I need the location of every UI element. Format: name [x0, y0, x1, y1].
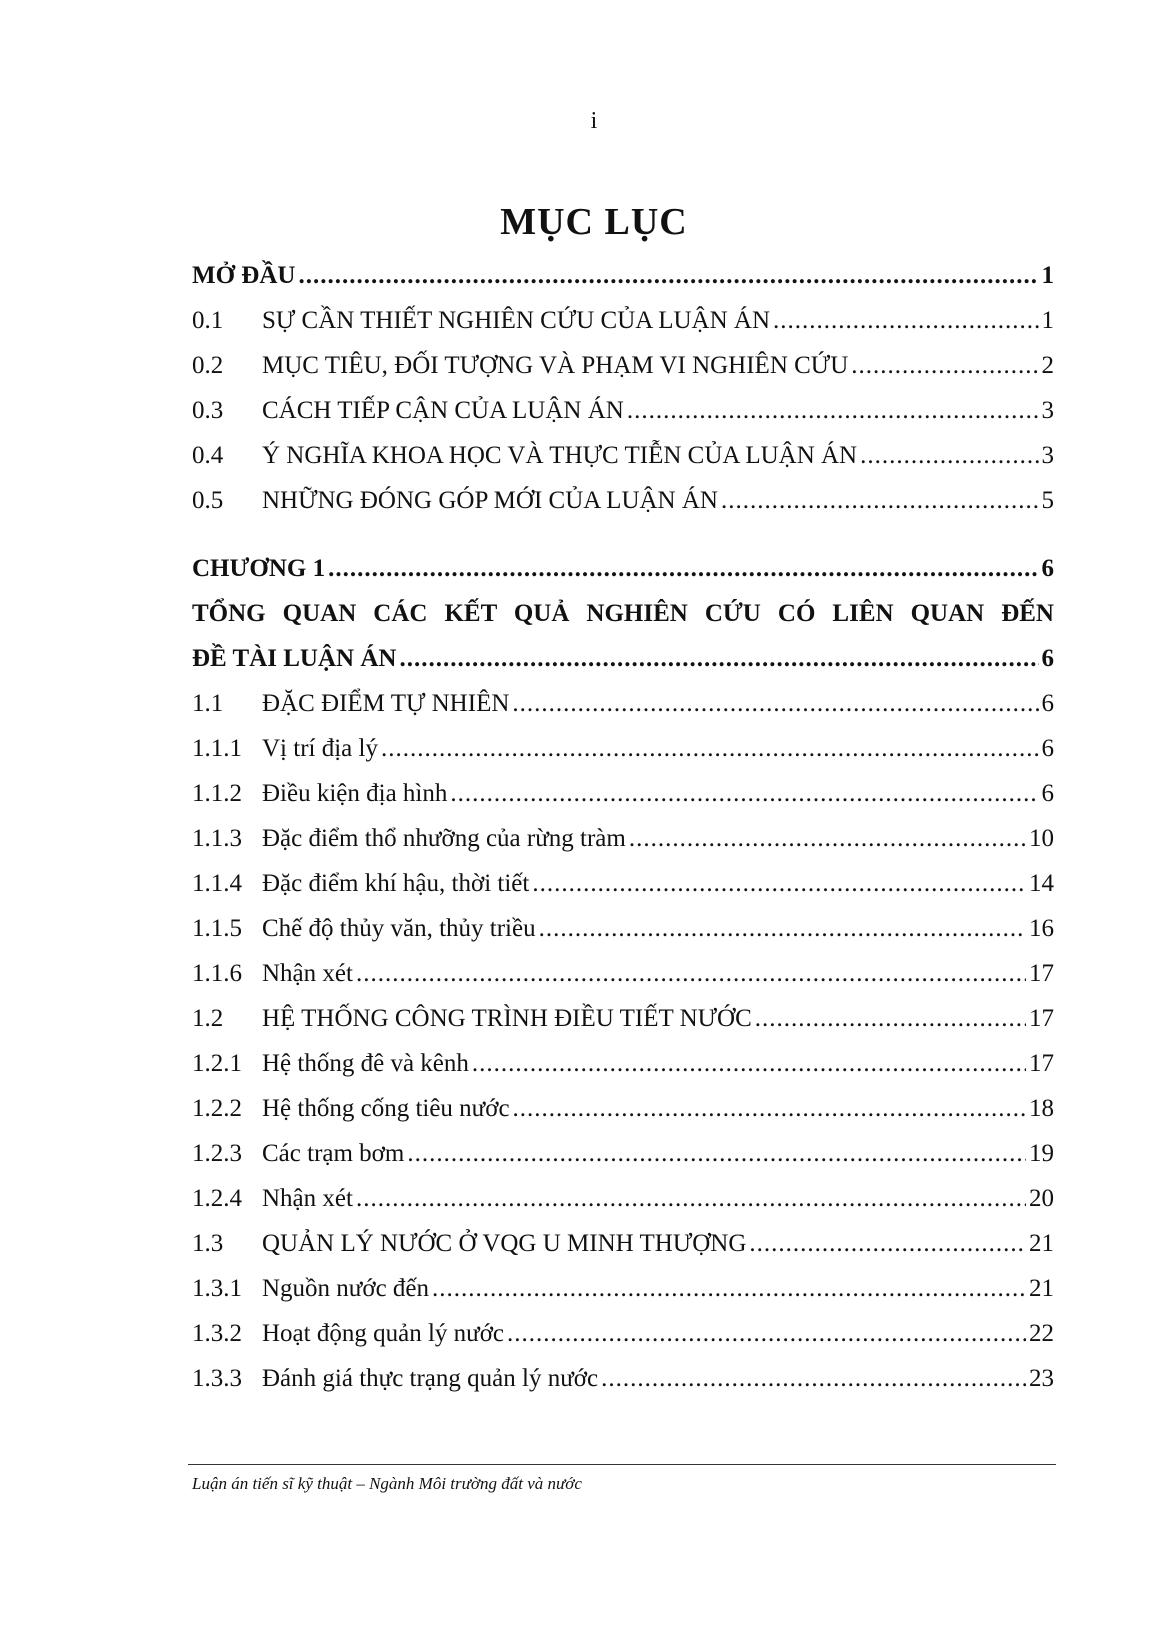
toc-entry-1-1[interactable]	[192, 686, 1054, 722]
toc-entry-number: 1.1	[192, 690, 224, 717]
dot-leader	[328, 551, 1038, 587]
toc-entry-0-1[interactable]	[192, 303, 1054, 339]
toc-entry-title: Đánh giá thực trạng quản lý nước	[262, 1365, 599, 1392]
dot-leader	[507, 1316, 1026, 1352]
toc-entry-number: 1.1.5	[192, 915, 242, 942]
toc-entry-chapter-title[interactable]	[192, 596, 1054, 632]
toc-entry-page: 3	[1041, 397, 1054, 424]
toc-entry-1-3[interactable]	[192, 1226, 1054, 1262]
dot-leader	[513, 1091, 1026, 1127]
toc-entry-title: MỞ ĐẦU	[192, 262, 296, 289]
toc-entry-title: MỤC TIÊU, ĐỐI TƯỢNG VÀ PHẠM VI NGHIÊN CỨU	[262, 352, 849, 379]
toc-entry-number: 1.1.6	[192, 960, 242, 987]
toc-entry-title: ĐẶC ĐIỂM TỰ NHIÊN	[262, 690, 510, 717]
toc-entry-page: 20	[1029, 1185, 1054, 1212]
toc-entry-number: 0.5	[192, 487, 224, 514]
toc-entry-page: 2	[1041, 352, 1054, 379]
toc-entry-title: ĐỀ TÀI LUẬN ÁN	[192, 645, 397, 672]
toc-entry-title: NHỮNG ĐÓNG GÓP MỚI CỦA LUẬN ÁN	[262, 487, 718, 514]
footer-divider	[188, 1464, 1056, 1465]
toc-entry-number: 1.2.3	[192, 1140, 242, 1167]
toc-entry-0-4[interactable]	[192, 438, 1054, 474]
toc-entry-number: 1.1.4	[192, 870, 242, 897]
dot-leader	[432, 1271, 1026, 1307]
toc-entry-page: 17	[1029, 1050, 1054, 1077]
toc-entry-1-2-1[interactable]	[192, 1046, 1054, 1082]
toc-entry-page: 21	[1029, 1275, 1054, 1302]
dot-leader	[629, 821, 1026, 857]
toc-entry-1-1-3[interactable]	[192, 821, 1054, 857]
toc-entry-number: 1.2	[192, 1005, 224, 1032]
toc-entry-title: TỔNG QUAN CÁC KẾT QUẢ NGHIÊN CỨU CÓ LIÊN QUAN ĐẾN	[192, 600, 1054, 627]
toc-entry-title: Hệ thống cống tiêu nước	[262, 1095, 510, 1122]
toc-entry-1-3-2[interactable]	[192, 1316, 1054, 1352]
toc-entry-page: 6	[1041, 555, 1054, 582]
toc-entry-title: Đặc điểm khí hậu, thời tiết	[262, 870, 530, 897]
toc-entry-0-5[interactable]	[192, 483, 1054, 519]
dot-leader	[601, 1361, 1026, 1397]
toc-entry-1-1-1[interactable]	[192, 731, 1054, 767]
toc-entry-page: 17	[1029, 1005, 1054, 1032]
toc-entry-title: SỰ CẦN THIẾT NGHIÊN CỨU CỦA LUẬN ÁN	[262, 307, 771, 334]
toc-entry-number: 1.2.4	[192, 1185, 242, 1212]
page-title: MỤC LỤC	[500, 201, 688, 243]
dot-leader	[755, 1001, 1026, 1037]
toc-entry-page: 16	[1029, 915, 1054, 942]
toc-entry-title: HỆ THỐNG CÔNG TRÌNH ĐIỀU TIẾT NƯỚC	[262, 1005, 752, 1032]
toc-entry-number: 0.4	[192, 442, 224, 469]
toc-entry-page: 21	[1029, 1230, 1054, 1257]
toc-entry-page: 1	[1041, 307, 1054, 334]
toc-entry-chuong-1[interactable]	[192, 551, 1054, 587]
toc-entry-number: 1.2.2	[192, 1095, 242, 1122]
toc-entry-title: Đặc điểm thổ nhưỡng của rừng tràm	[262, 825, 626, 852]
toc-entry-number: 0.3	[192, 397, 224, 424]
toc-entry-1-2[interactable]	[192, 1001, 1054, 1037]
page-number: i	[590, 108, 598, 134]
toc-entry-page: 6	[1041, 690, 1054, 717]
toc-entry-title: Nhận xét	[262, 960, 353, 987]
toc-entry-title: Nguồn nước đến	[262, 1275, 430, 1302]
dot-leader	[472, 1046, 1026, 1082]
dot-leader	[356, 1181, 1026, 1217]
toc-entry-page: 14	[1029, 870, 1054, 897]
toc-entry-title: Các trạm bơm	[262, 1140, 405, 1167]
dot-leader	[532, 866, 1026, 902]
dot-leader	[627, 393, 1039, 429]
toc-entry-1-3-3[interactable]	[192, 1361, 1054, 1397]
toc-entry-number: 0.1	[192, 307, 224, 334]
dot-leader	[773, 303, 1038, 339]
toc-entry-number: 1.3.1	[192, 1275, 242, 1302]
dot-leader	[539, 911, 1026, 947]
toc-entry-title: Hoạt động quản lý nước	[262, 1320, 505, 1347]
dot-leader	[298, 258, 1038, 294]
toc-entry-page: 22	[1029, 1320, 1054, 1347]
toc-entry-number: 1.2.1	[192, 1050, 242, 1077]
toc-entry-page: 1	[1041, 262, 1054, 289]
dot-leader	[450, 776, 1038, 812]
toc-entry-page: 6	[1041, 780, 1054, 807]
toc-entry-number: 1.1.1	[192, 735, 242, 762]
toc-entry-1-1-2[interactable]	[192, 776, 1054, 812]
toc-entry-title: CHƯƠNG 1	[192, 555, 326, 582]
toc-entry-page: 6	[1041, 735, 1054, 762]
dot-leader	[407, 1136, 1026, 1172]
toc-entry-1-1-6[interactable]	[192, 956, 1054, 992]
toc-entry-title: QUẢN LÝ NƯỚC Ở VQG U MINH THƯỢNG	[262, 1230, 747, 1257]
dot-leader	[860, 438, 1038, 474]
toc-entry-page: 6	[1041, 645, 1054, 672]
toc-entry-number: 1.1.2	[192, 780, 242, 807]
toc-entry-page: 23	[1029, 1365, 1054, 1392]
toc-entry-title: Ý NGHĨA KHOA HỌC VÀ THỰC TIỄN CỦA LUẬN ÁN	[262, 442, 858, 469]
toc-entry-number: 1.1.3	[192, 825, 242, 852]
dot-leader	[749, 1226, 1026, 1262]
dot-leader	[851, 348, 1038, 384]
toc-entry-page: 10	[1029, 825, 1054, 852]
toc-entry-chapter-title-cont[interactable]	[192, 641, 1054, 677]
toc-entry-title: CÁCH TIẾP CẬN CỦA LUẬN ÁN	[262, 397, 624, 424]
toc-entry-number: 1.3	[192, 1230, 224, 1257]
toc-entry-mo-dau[interactable]	[192, 258, 1054, 294]
toc-entry-0-2[interactable]	[192, 348, 1054, 384]
dot-leader	[356, 956, 1026, 992]
toc-entry-number: 0.2	[192, 352, 224, 379]
toc-entry-1-3-1[interactable]	[192, 1271, 1054, 1307]
toc-entry-page: 18	[1029, 1095, 1054, 1122]
dot-leader	[512, 686, 1038, 722]
toc-entry-title: Vị trí địa lý	[262, 735, 378, 762]
toc-entry-1-2-3[interactable]	[192, 1136, 1054, 1172]
toc-entry-page: 3	[1041, 442, 1054, 469]
toc-entry-number: 1.3.2	[192, 1320, 242, 1347]
footer-text: Luận án tiến sĩ kỹ thuật – Ngành Môi trường đất và nước	[192, 1474, 582, 1493]
dot-leader	[721, 483, 1039, 519]
toc-entry-title: Nhận xét	[262, 1185, 353, 1212]
toc-entry-0-3[interactable]	[192, 393, 1054, 429]
toc-entry-page: 17	[1029, 960, 1054, 987]
dot-leader	[399, 641, 1038, 677]
dot-leader	[381, 731, 1039, 767]
toc-entry-page: 19	[1029, 1140, 1054, 1167]
toc-entry-title: Hệ thống đê và kênh	[262, 1050, 469, 1077]
toc-entry-title: Điều kiện địa hình	[262, 780, 448, 807]
toc-entry-number: 1.3.3	[192, 1365, 242, 1392]
toc-entry-page: 5	[1041, 487, 1054, 514]
toc-entry-1-2-4[interactable]	[192, 1181, 1054, 1217]
toc-entry-title: Chế độ thủy văn, thủy triều	[262, 915, 536, 942]
toc-entry-1-1-4[interactable]	[192, 866, 1054, 902]
toc-entry-1-1-5[interactable]	[192, 911, 1054, 947]
toc-entry-1-2-2[interactable]	[192, 1091, 1054, 1127]
